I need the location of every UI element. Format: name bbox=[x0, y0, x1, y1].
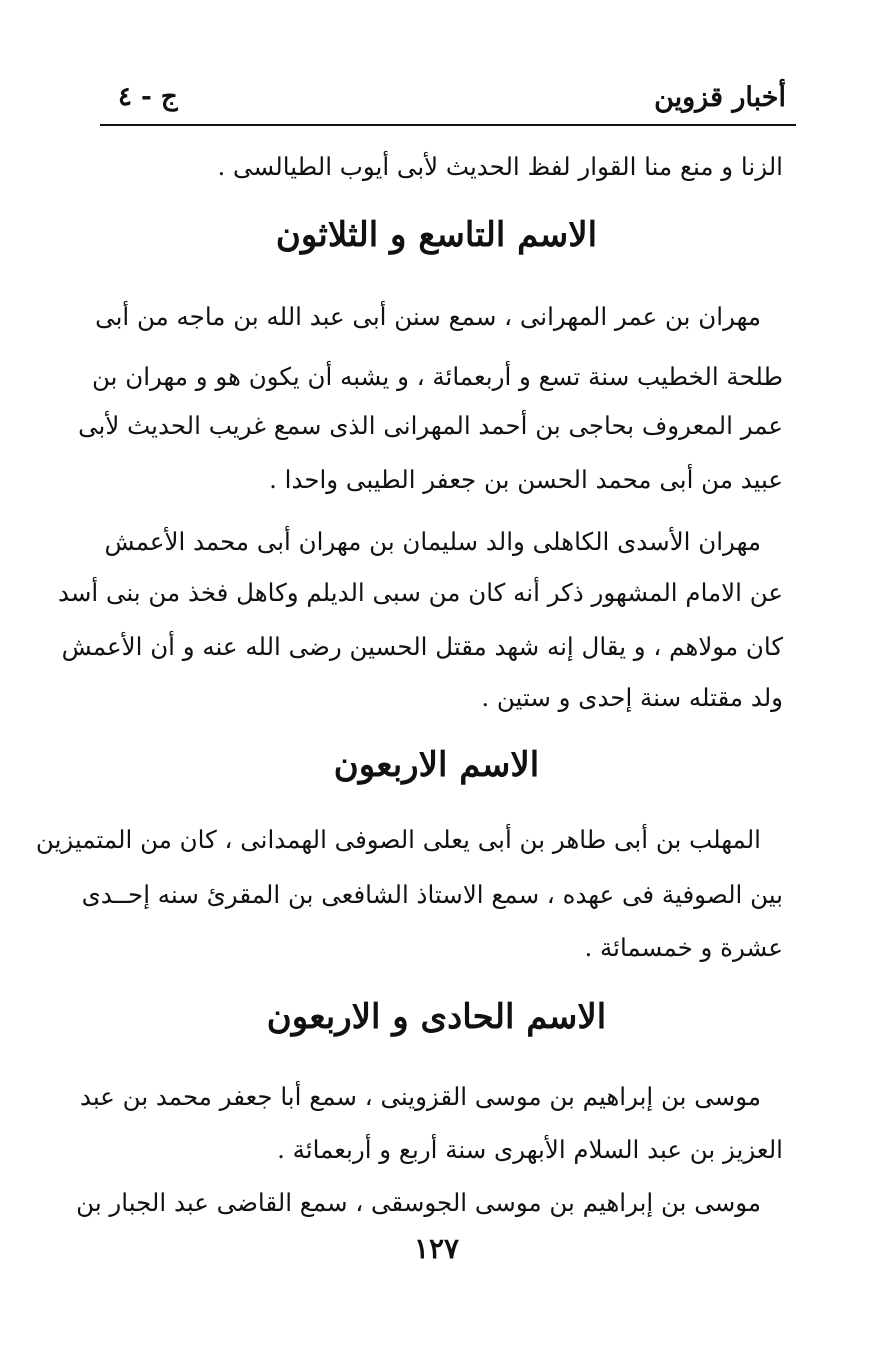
text-line: المهلب بن أبى طاهر بن أبى يعلى الصوفى الهمدانى ، كان من المتميزين bbox=[35, 825, 761, 854]
text-line: الزنا و منع منا القوار لفظ الحديث لأبى أيوب الطيالسى . bbox=[217, 152, 783, 181]
running-header bbox=[100, 78, 796, 126]
text-line: موسى بن إبراهيم بن موسى الجوسقى ، سمع القاضى عبد الجبار بن bbox=[76, 1188, 761, 1217]
text-line: موسى بن إبراهيم بن موسى القزوينى ، سمع أبا جعفر محمد بن عبد bbox=[80, 1082, 761, 1111]
text-line: ولد مقتله سنة إحدى و ستين . bbox=[481, 683, 783, 712]
book-title: أخبار قزوين bbox=[654, 82, 786, 113]
text-line: عن الامام المشهور ذكر أنه كان من سبى الديلم وكاهل فخذ من بنى أسد bbox=[58, 578, 783, 607]
text-line: بين الصوفية فى عهده ، سمع الاستاذ الشافعى بن المقرئ سنه إحــدى bbox=[81, 880, 783, 909]
text-line: مهران بن عمر المهرانى ، سمع سنن أبى عبد الله بن ماجه من أبى bbox=[95, 302, 761, 331]
text-line: كان مولاهم ، و يقال إنه شهد مقتل الحسين رضى الله عنه و أن الأعمش bbox=[61, 632, 783, 661]
section-heading: الاسم الاربعون bbox=[333, 745, 540, 785]
section-heading: الاسم التاسع و الثلاثون bbox=[275, 215, 598, 255]
text-line: العزيز بن عبد السلام الأبهرى سنة أربع و أربعمائة . bbox=[277, 1135, 783, 1164]
text-line: عمر المعروف بحاجى بن أحمد المهرانى الذى سمع غريب الحديث لأبى bbox=[78, 411, 783, 440]
text-line: عبيد من أبى محمد الحسن بن جعفر الطيبى واحدا . bbox=[269, 465, 783, 494]
text-line: طلحة الخطيب سنة تسع و أربعمائة ، و يشبه أن يكون هو و مهران بن bbox=[91, 362, 783, 391]
volume-label: ج - ٤ bbox=[118, 82, 178, 112]
text-line: مهران الأسدى الكاهلى والد سليمان بن مهران أبى محمد الأعمش bbox=[104, 527, 761, 556]
page-number: ١٢٧ bbox=[413, 1232, 460, 1265]
section-heading: الاسم الحادى و الاربعون bbox=[266, 997, 607, 1037]
text-line: عشرة و خمسمائة . bbox=[584, 933, 783, 962]
